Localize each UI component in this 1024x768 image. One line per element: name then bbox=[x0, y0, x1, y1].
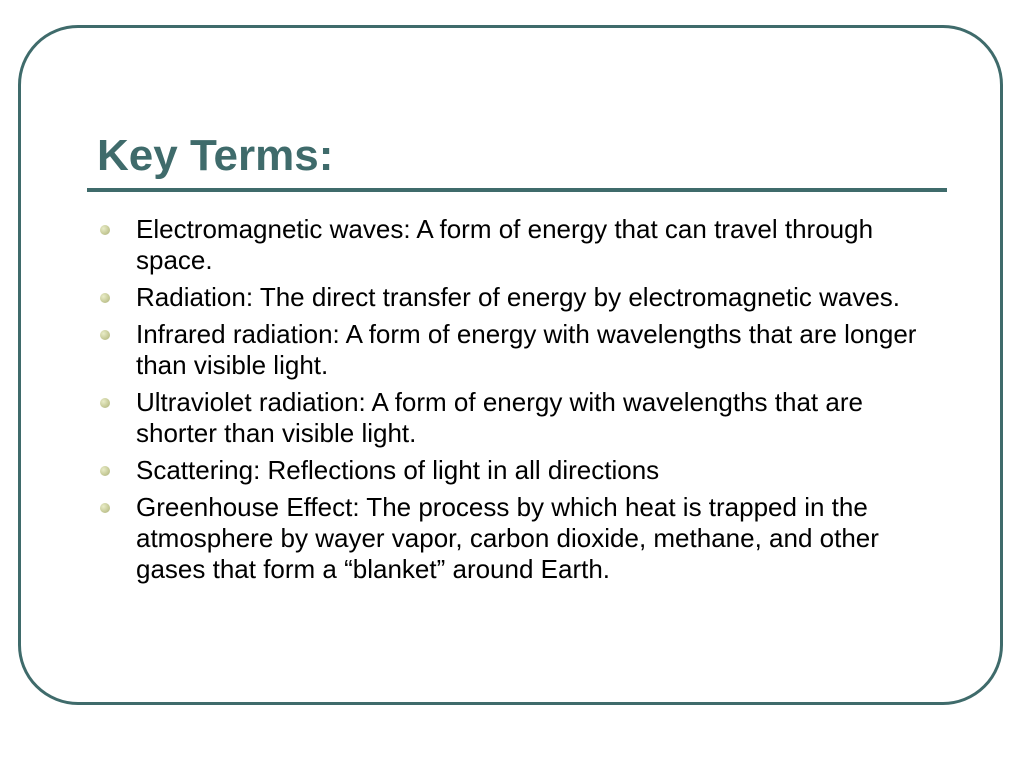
term-text: Radiation: The direct transfer of energy by electromagnetic waves. bbox=[136, 282, 901, 312]
term-text: Ultraviolet radiation: A form of energy with wavelengths that are shorter than visible light. bbox=[136, 387, 863, 448]
bullet-dot-icon bbox=[100, 225, 110, 235]
bullet-dot-icon bbox=[100, 466, 110, 476]
key-terms-list bbox=[97, 214, 947, 591]
list-item bbox=[97, 455, 947, 486]
list-item bbox=[97, 387, 947, 449]
bullet-dot-icon bbox=[100, 293, 110, 303]
term-text: Greenhouse Effect: The process by which heat is trapped in the atmosphere by wayer vapor, carbon dioxide, methane, and other gases that form a “blanket” around Earth. bbox=[136, 492, 879, 584]
list-item bbox=[97, 214, 947, 276]
term-text: Scattering: Reflections of light in all directions bbox=[136, 455, 660, 485]
bullet-dot-icon bbox=[100, 330, 110, 340]
list-item bbox=[97, 282, 947, 313]
title-divider bbox=[87, 188, 947, 192]
bullet-dot-icon bbox=[100, 398, 110, 408]
bullet-dot-icon bbox=[100, 503, 110, 513]
term-text: Electromagnetic waves: A form of energy that can travel through space. bbox=[136, 214, 874, 275]
term-text: Infrared radiation: A form of energy with wavelengths that are longer than visible light. bbox=[136, 319, 917, 380]
slide-title: Key Terms: bbox=[97, 131, 334, 180]
list-item bbox=[97, 492, 947, 585]
list-item bbox=[97, 319, 947, 381]
